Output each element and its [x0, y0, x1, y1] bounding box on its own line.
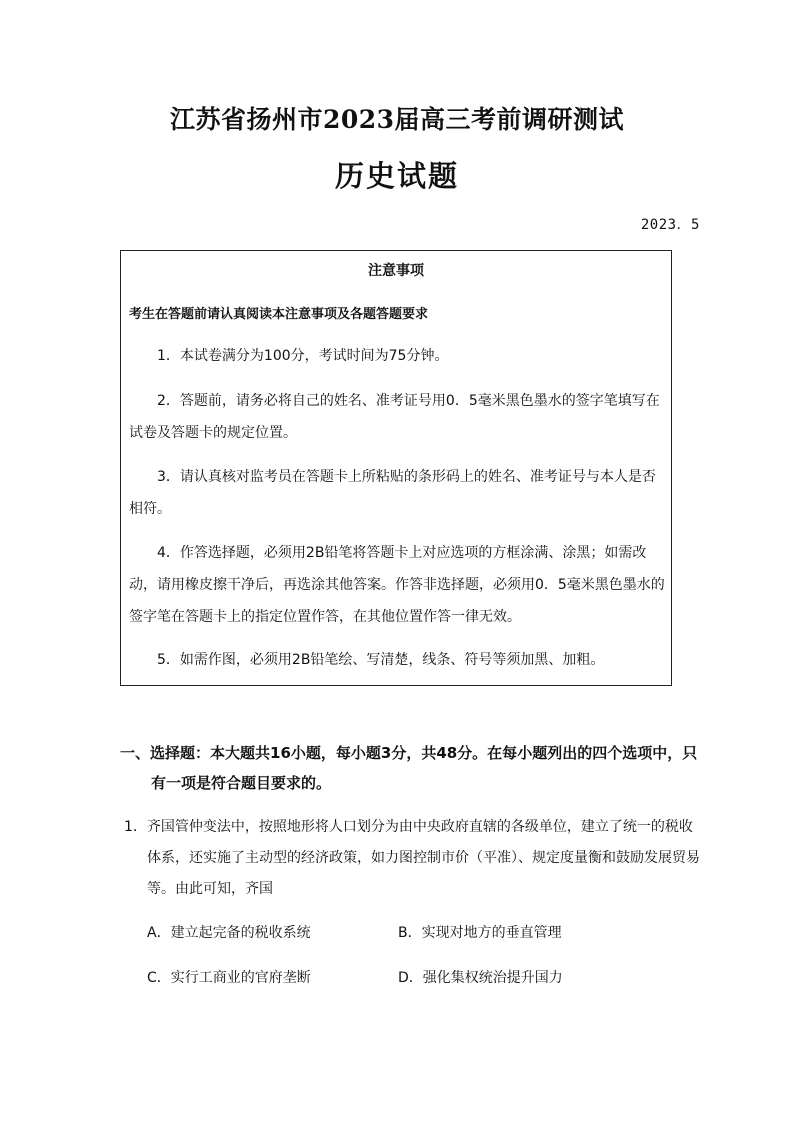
page-title: 江苏省扬州市2023届高三考前调研测试 — [169, 105, 625, 134]
notice-item-5: 5．如需作图，必须用2B铅笔绘、写清楚，线条、符号等须加黑、加粗。 — [157, 652, 605, 668]
question-1-option-c: C．实行工商业的官府垄断 — [147, 970, 311, 986]
exam-date: 2023．5 — [640, 217, 700, 233]
question-1-option-d: D．强化集权统治提升国力 — [398, 970, 563, 986]
question-1-option-b: B．实现对地方的垂直管理 — [398, 925, 562, 941]
section-heading: 一、选择题：本大题共16小题，每小题3分，共48分。在每小题列出的四个选项中，只有一项是符合题目要求的。 — [120, 744, 698, 792]
notice-item-1: 1．本试卷满分为100分，考试时间为75分钟。 — [157, 348, 449, 364]
notice-heading: 注意事项 — [368, 263, 424, 279]
notice-box — [120, 250, 672, 686]
notice-item-2: 2．答题前，请务必将自己的姓名、准考证号用0．5毫米黑色墨水的签字笔填写在试卷及答题卡的规定位置。 — [129, 393, 660, 441]
notice-intro: 考生在答题前请认真阅读本注意事项及各题答题要求 — [129, 307, 429, 322]
subject-title: 历史试题 — [334, 159, 459, 193]
notice-item-3: 3．请认真核对监考员在答题卡上所粘贴的条形码上的姓名、准考证号与本人是否相符。 — [129, 469, 656, 517]
question-1-option-a: A．建立起完备的税收系统 — [147, 925, 311, 941]
question-1-stem: 1．齐国管仲变法中，按照地形将人口划分为由中央政府直辖的各级单位，建立了统一的税收体系，还实施了主动型的经济政策，如力图控制市价（平准）、规定度量衡和鼓励发展贸易等。由此可知，齐国 — [124, 819, 700, 897]
notice-item-4: 4．作答选择题，必须用2B铅笔将答题卡上对应选项的方框涂满、涂黑；如需改动，请用橡皮擦干净后，再选涂其他答案。作答非选择题，必须用0．5毫米黑色墨水的签字笔在答题卡上的指定位置作答，在其他位置作答一律无效。 — [129, 545, 665, 625]
